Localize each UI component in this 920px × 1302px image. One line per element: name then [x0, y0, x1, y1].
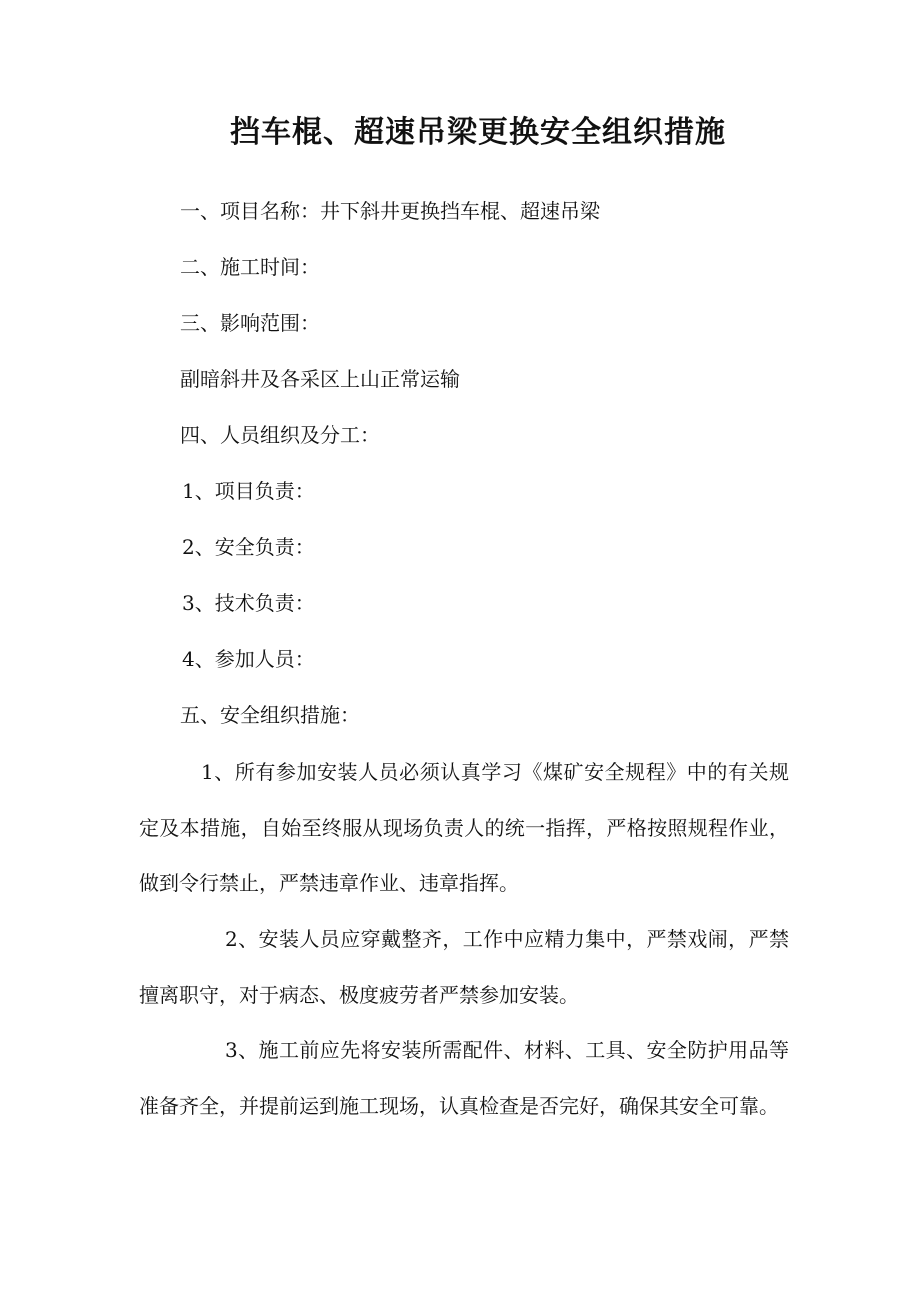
section-construction-time: 二、施工时间：: [180, 255, 320, 279]
personnel-item-safety-lead: 2、安全负责：: [182, 535, 315, 559]
personnel-item-technical-lead: 3、技术负责：: [182, 591, 315, 615]
section-project-name: 一、项目名称：井下斜井更换挡车棍、超速吊梁: [180, 199, 600, 223]
personnel-item-participants: 4、参加人员：: [182, 647, 315, 671]
section-impact-scope: 三、影响范围：: [180, 311, 320, 335]
personnel-item-project-lead: 1、项目负责：: [182, 479, 315, 503]
section-personnel: 四、人员组织及分工：: [180, 423, 380, 447]
section-safety-measures: 五、安全组织措施：: [180, 703, 360, 727]
impact-scope-detail: 副暗斜井及各采区上山正常运输: [180, 367, 460, 391]
safety-measure-2: 2、安装人员应穿戴整齐，工作中应精力集中，严禁戏闹，严禁擅离职守，对于病态、极度疲劳者严禁参加安装。: [139, 927, 789, 1007]
safety-measure-1: 1、所有参加安装人员必须认真学习《煤矿安全规程》中的有关规定及本措施，自始至终服从现场负责人的统一指挥，严格按照规程作业，做到令行禁止，严禁违章作业、违章指挥。: [139, 760, 789, 895]
safety-measure-3: 3、施工前应先将安装所需配件、材料、工具、安全防护用品等准备齐全，并提前运到施工现场，认真检查是否完好，确保其安全可靠。: [139, 1038, 789, 1118]
document-title: 挡车棍、超速吊梁更换安全组织措施: [230, 115, 726, 150]
